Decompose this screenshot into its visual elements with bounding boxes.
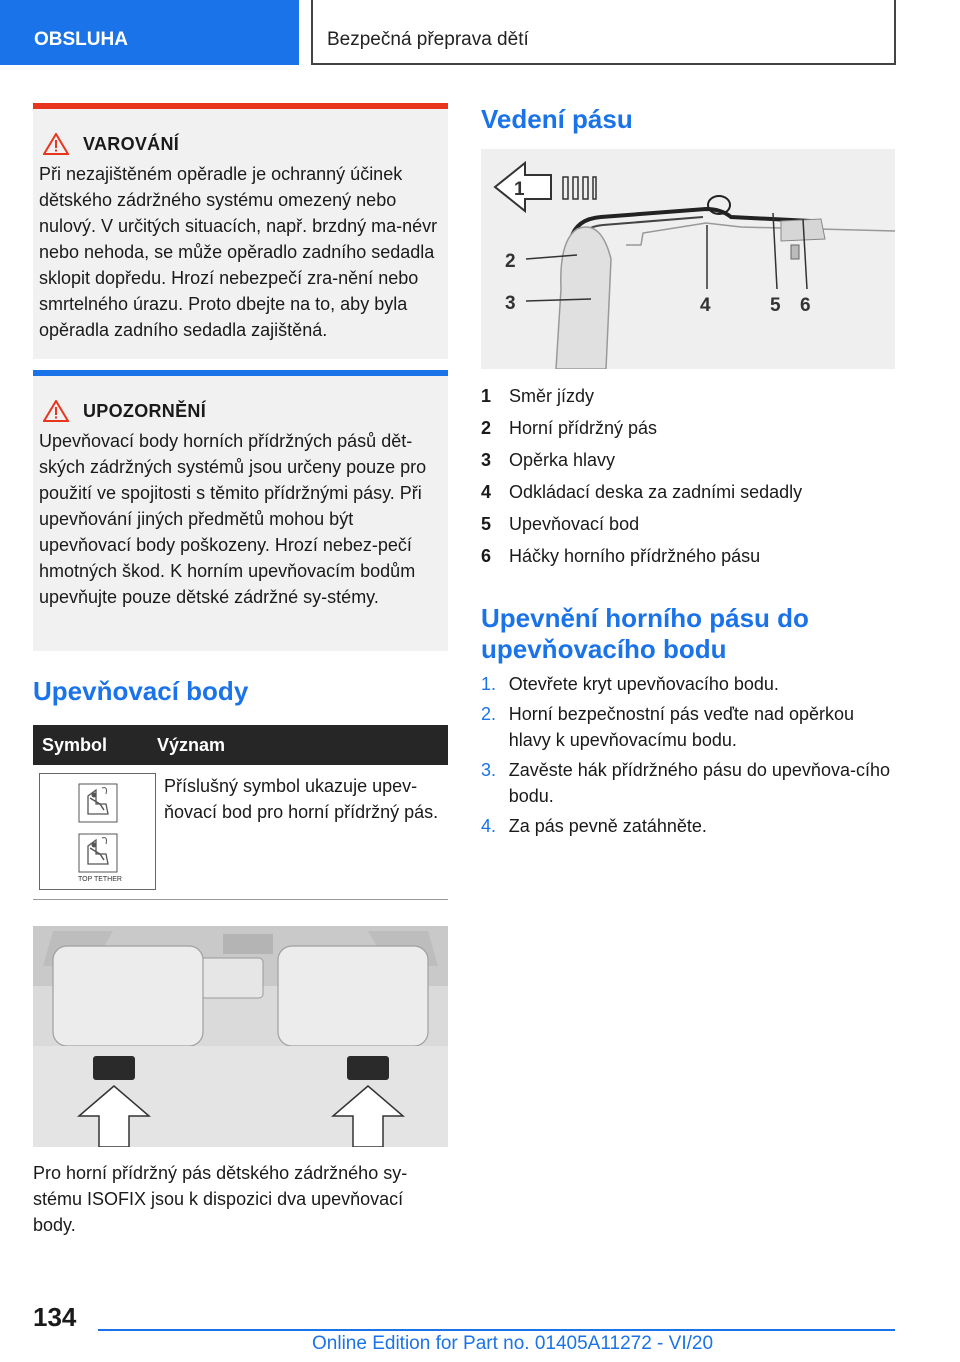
step-item (481, 671, 895, 697)
step-number: 1. (481, 674, 497, 694)
col-symbol-header: Symbol (42, 734, 108, 755)
legend-number: 5 (481, 513, 492, 534)
photo-caption: Pro horní přídržný pás dětského zádržného sy‐stému ISOFIX jsou k dispozici dva upevňovací body. (33, 1163, 408, 1235)
caution-triangle-icon (43, 400, 69, 422)
step-number: 2. (481, 704, 497, 724)
legend-text: Upevňovací bod (509, 513, 640, 534)
col-meaning-header: Význam (157, 734, 226, 755)
diagram-label-2: 2 (505, 251, 516, 272)
top-tether-symbol (39, 773, 156, 890)
legend-number: 3 (481, 449, 492, 470)
symbol-cell (33, 765, 157, 899)
section-tab (0, 0, 299, 65)
step-item (481, 701, 895, 753)
diagram-label-1: 1 (514, 179, 525, 200)
step-text: Horní bezpečnostní pás veďte nad opěrkou hlavy k upevňovacímu bodu. (508, 704, 855, 750)
step-item (481, 757, 895, 809)
step-item (481, 813, 895, 839)
legend-text: Horní přídržný pás (509, 417, 658, 438)
diagram-label-3: 3 (505, 293, 516, 314)
top-tether-label: TOP TETHER (78, 876, 122, 883)
section-title: OBSLUHA (34, 29, 128, 50)
step-number: 3. (481, 760, 497, 780)
meaning-cell: Příslušný symbol ukazuje upev‐ňovací bod pro horní přídržný pás. (164, 776, 439, 822)
caution-title: UPOZORNĚNÍ (83, 400, 207, 421)
legend-item (481, 508, 895, 540)
caution-header (43, 400, 438, 422)
tether-routing-illustration (481, 149, 895, 369)
warning-text: Při nezajištěném opěradle je ochranný účinek dětského zádržného systému omezený nebo nulový. V určitých situacích, např. brzdný ma‐névr nebo nehoda, se může opěradlo zadního sedadla sklopit dopředu. Hrozí nebezpečí zra‐nění nebo smrtelného úrazu. Proto dbejte na to, aby byla opěradla zadního sedadla zajištěná. (39, 164, 438, 340)
chapter-tab (311, 0, 896, 65)
legend-item (481, 380, 895, 412)
attach-heading (481, 603, 809, 665)
attach-steps (481, 671, 895, 843)
step-number: 4. (481, 816, 497, 836)
anchors-heading: Upevňovací body (33, 676, 249, 706)
legend-number: 1 (481, 385, 492, 406)
warning-triangle-icon (43, 133, 69, 155)
belt-routing-heading: Vedení pásu (481, 104, 633, 134)
diagram-legend (481, 380, 895, 572)
legend-text: Odkládací deska za zadními sedadly (509, 481, 803, 502)
symbol-table-row (33, 765, 448, 899)
step-text: Otevřete kryt upevňovacího bodu. (508, 674, 779, 694)
diagram-label-4: 4 (700, 295, 711, 316)
diagram-label-5: 5 (770, 295, 781, 316)
edition-text: Online Edition for Part no. 01405A11272 - VI/20 (312, 1333, 714, 1354)
footer-divider (98, 1329, 895, 1331)
legend-number: 4 (481, 481, 492, 502)
legend-text: Opěrka hlavy (509, 449, 616, 470)
page-number: 134 (33, 1302, 77, 1332)
chapter-title: Bezpečná přeprava dětí (327, 29, 529, 50)
attach-heading-line2: upevňovacího bodu (481, 634, 727, 664)
anchor-points-illustration (33, 926, 448, 1147)
symbol-table-header (33, 725, 448, 765)
caution-text: Upevňovací body horních přídržných pásů dět‐ských zádržných systémů jsou určeny pouze pro použití ve spojitosti s těmito přídržnými pásy. Při upevňování jiných předmětů mohou být upevňovací body poškozeny. Hrozí nebez‐pečí hmotných škod. K horním upevňovacím bodům upevňujte pouze dětské zádržné sy‐stémy. (39, 431, 427, 607)
legend-text: Háčky horního přídržného pásu (509, 545, 761, 566)
legend-item (481, 476, 895, 508)
parcel-shelf-photo (33, 926, 448, 1147)
belt-routing-diagram (481, 149, 895, 369)
warning-title: VAROVÁNÍ (83, 133, 180, 154)
warning-header (43, 133, 438, 155)
symbol-table (33, 725, 448, 900)
legend-item (481, 412, 895, 444)
legend-item (481, 444, 895, 476)
attach-heading-line1: Upevnění horního pásu do (481, 603, 809, 633)
caution-box (33, 370, 448, 651)
legend-item (481, 540, 895, 572)
legend-text: Směr jízdy (509, 385, 595, 406)
diagram-label-6: 6 (800, 295, 811, 316)
child-seat-anchor-icon (40, 774, 155, 889)
step-text: Za pás pevně zatáhněte. (508, 816, 707, 836)
legend-number: 6 (481, 545, 492, 566)
legend-number: 2 (481, 417, 492, 438)
warning-box (33, 103, 448, 359)
step-text: Zavěste hák přídržného pásu do upevňova‐cího bodu. (508, 760, 890, 806)
